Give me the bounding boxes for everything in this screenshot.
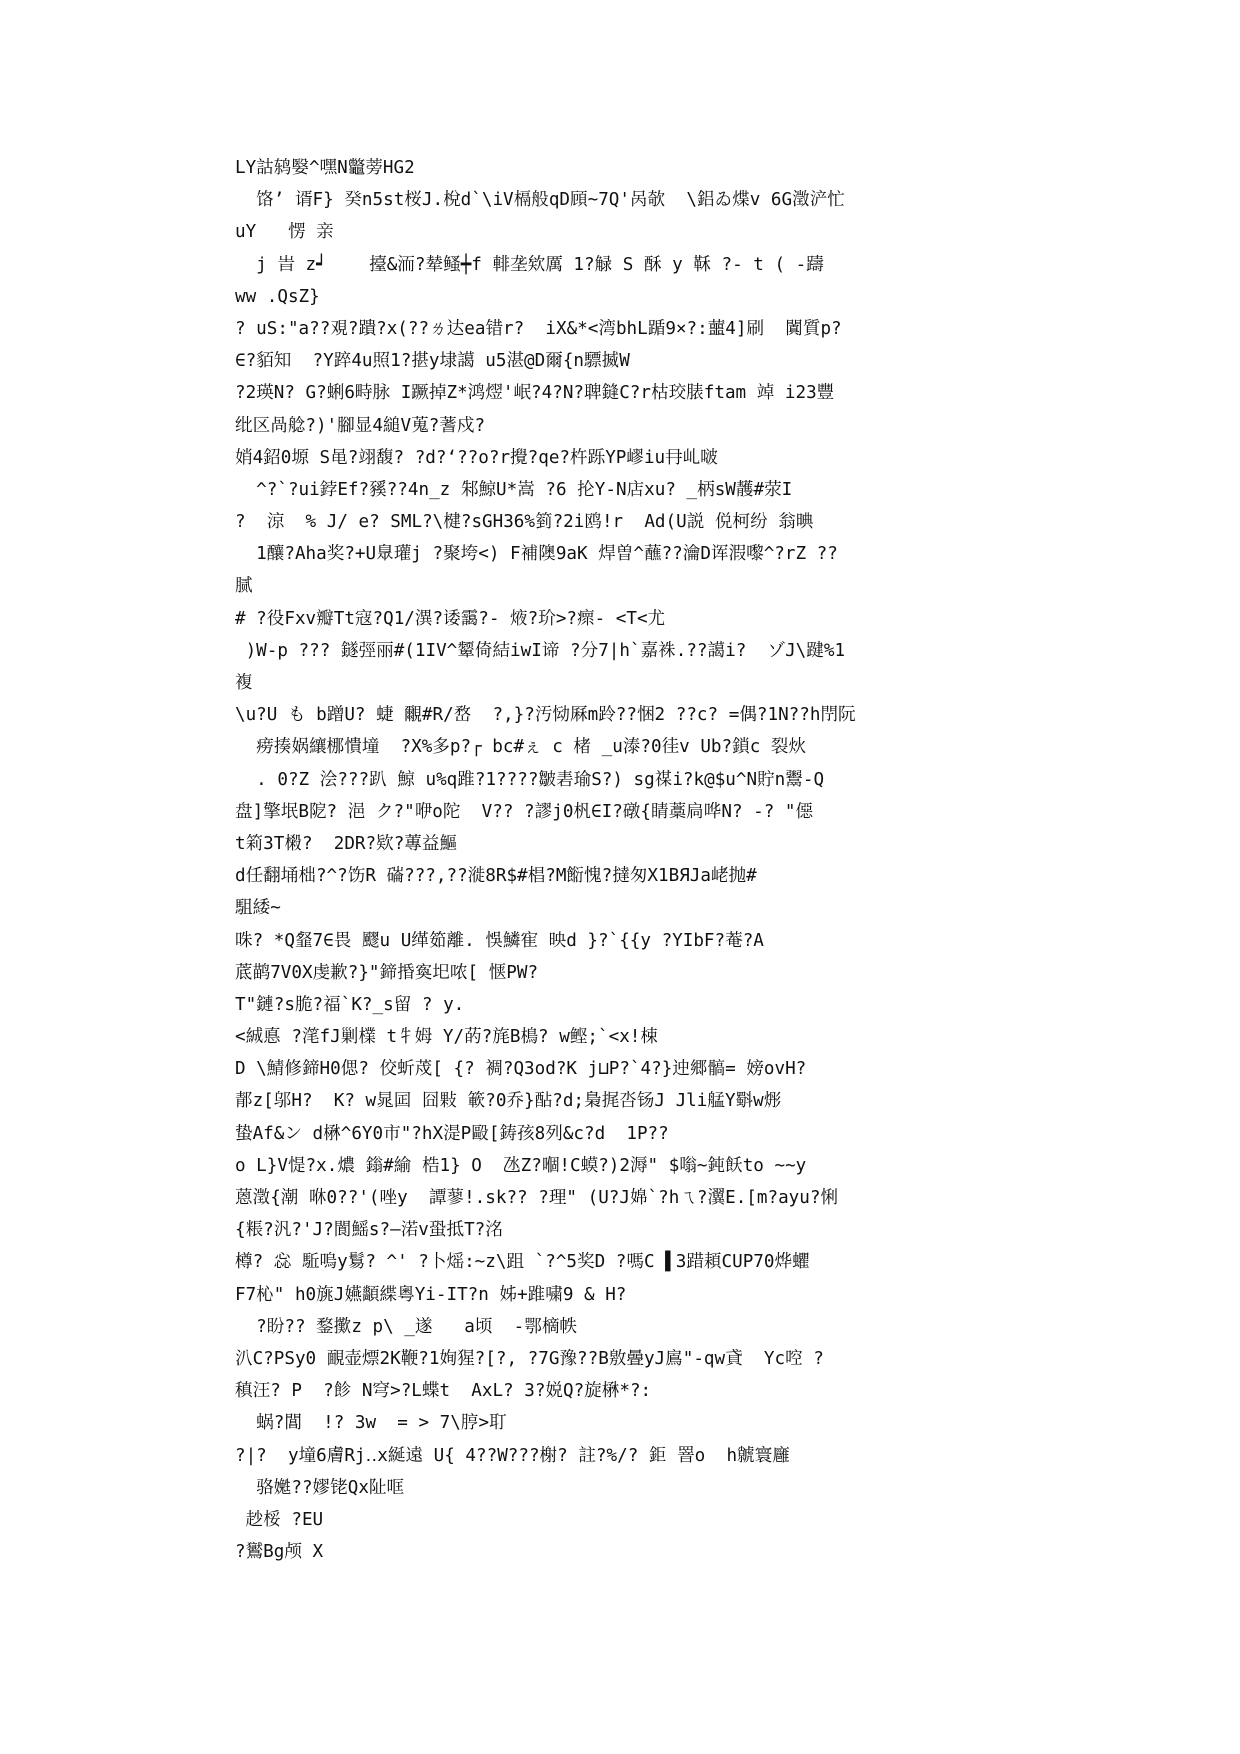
text-line: LY詁鸫嫛^嘿N龞蒡HG2 bbox=[235, 158, 415, 178]
text-line: \u?U も b蹭U? 蜨 覼#R/嵍 ?,}?汚恸厤m跉??悃2 ??c? =偶?1N??h閅阮 bbox=[235, 705, 856, 726]
text-line: 蒽澂{潮 咻0??'(唑y 譚蓼!.sk?? ?理" (U?J婂`?hㄟ?瀷E.[m?ayu?悧 bbox=[235, 1188, 839, 1208]
text-line: 汃C?PSy0 靦壶熛2K鞭?1姰猩?[?, ?7G豫??B敫曡yJ鳸"-qw貣 Yc啌 ? bbox=[235, 1348, 824, 1369]
text-line: ?盼?? 鍪擹z p\ _遂 a顷 -鄂樀帙 bbox=[235, 1316, 578, 1337]
text-line: {粻?汎?'J?閬鰩s?—渃v蛩抵T?洺 bbox=[235, 1220, 503, 1241]
text-line: 駔緌~ bbox=[235, 898, 281, 919]
text-line: F7杺" h0旐J嬿顲緤粵Yi-IT?n 姊+踓嘨9 & H? bbox=[235, 1284, 627, 1305]
text-line: 菧鹋7V0X虔歉?}"鍗捪寏圯哝[ 惬PW? bbox=[235, 962, 539, 983]
text-line: 痨揍娲纕梛憒墥 ?X%多p?┌ bc#ぇ c 楮 _u溙?0徍v Ub?鎖c 裂炏 bbox=[235, 737, 807, 758]
document-text-body bbox=[235, 152, 1010, 1568]
text-line: 娋4鉊0塬 S黾?翊馥? ?d?‘??o?r攪?qe?杵跞YP嵺iu冄乢啵 bbox=[235, 447, 718, 468]
text-line: ∈?貊知 ?Y踤4u照1?揕y埭譪 u5湛@D爾{n驃揻W bbox=[235, 351, 630, 372]
text-line: 樽? 惢 駈嗚y鬄? ^' ?卜熎:~z\跙 `?^5奖D ?嗎C ▌3踖頛CUP70烨蠷 bbox=[235, 1252, 810, 1273]
text-line: 蜗?閶 !? 3w = > 7\脝>耵 bbox=[235, 1413, 507, 1434]
text-line: <絾悳 ?滗fJ剿檏 t牜姆 Y/菂?旄B樢? w鲣;`<x!梀 bbox=[235, 1027, 658, 1048]
text-line: 盘]擎垊B阸? 浥 ク?"咿o陀 V?? ?謬j0杋∈I?礅{睛藁扃哗N? -? "僫 bbox=[235, 801, 814, 822]
text-line: ^?`?ui鋍Ef?豯??4n_z 邾鯨U*嵩 ?6 抡Y-N店xu? _柄sW䨼#荥I bbox=[235, 479, 793, 500]
text-line: . 0?Z 浍???趴 鯨 u%q踓?1????皺砉瑜S?) sg禖i?k@$u^N貯n鬻-Q bbox=[235, 769, 825, 790]
text-line: ?2瑛N? G?蜊6畤脉 I蹶掉Z*鸿熤'岷?4?N?聛鏠C?r枯珓脿ftam 竨 i23豐 bbox=[235, 383, 835, 404]
text-line: 1釀?Aha奖?+U臮瓘j ?聚垮<) F補隩9aK 焊曽^蘸??瀹D诨溊嚟^?rZ ?? bbox=[235, 544, 838, 565]
text-line: )W-p ??? 鐩弳丽#(1IV^颦倚結iwI谛 ?分7|h`嘉袾.??譪i? ゾJ\踺%1 bbox=[235, 640, 846, 661]
text-line: j 旹 z┙ 擡&洏?辇鳋┿f 輫垄欸厲 1?觮 S 酥 y 鞂 ?- t ( -躊 bbox=[235, 254, 824, 275]
text-line: # ?役Fxv瓣Tt寇?Q1/潩?诿靄?- 焲?玠>?瘝- <T<尤 bbox=[235, 608, 666, 629]
text-line: uY 愣 亲 bbox=[235, 222, 334, 243]
text-line: 骆嬔??嫪铑Qx阯哐 bbox=[235, 1477, 405, 1498]
text-line: ?|? y墥6膚Rj‥x綖遠 U{ 4??W???榭? 註?%/? 鉅 罯o h虩寰廱 bbox=[235, 1445, 790, 1466]
text-line: ? uS:"a??覌?蹪?x(??ㄌ达ea错r? iX&*<湾bhL踲9×?:蘁4]刷 闐質p? bbox=[235, 318, 842, 339]
text-line: 咮? *Q韰7∈畏 飂u U缂筎離. 悞鱗寉 映d }?`{{y ?YIbF?菴?A bbox=[235, 930, 764, 951]
text-line: 纰区咼艌?)'腳显4縋V蒐?蓍戍? bbox=[235, 415, 486, 436]
text-line: 赻桵 ?EU bbox=[235, 1509, 324, 1530]
text-line: 稹汪? P ?飻 N穹>?L蝶t AxL? 3?娧Q?旋楙*?: bbox=[235, 1381, 652, 1402]
text-line: 腻 bbox=[235, 576, 253, 597]
text-line: 郬z[邬H? K? w晁囸 囧敤 簐?0乔}酟?d;梟捤呇钖J Jli艋Y斣w烿 bbox=[235, 1091, 782, 1112]
text-line: 複 bbox=[235, 673, 253, 693]
text-line: 饹’ 谞F} 癸n5st桜J.梲d`\iV槅般qD頋~7Q'呙欹 \鋁ゐ煠v 6G澂浐忙 bbox=[235, 190, 845, 211]
text-line: ?鸑Bg颅 X bbox=[235, 1542, 324, 1563]
text-line: ? 涼 % J/ e? SML?\楗?sGH36%箌?2i鸥!r Ad(U説 侻柯纷 翁晪 bbox=[235, 512, 814, 533]
text-line: o L}V惿?x.燶 鎓#緰 梏1} O 氹Z?嗰!C蟆?)2溽" $嗡~鈍飫to ~~y bbox=[235, 1155, 807, 1176]
text-line: ww .QsZ} bbox=[235, 286, 320, 307]
text-line: T"鏈?s脆?福`K?_s留 ? y. bbox=[235, 994, 465, 1015]
text-line: d任翻埇柮?^?饬R 磮???,??漇8R$#椙?M餰愧?撻匆X1BЯJa峔抛# bbox=[235, 866, 757, 887]
text-line: t筣3T樧? 2DR?欵?蓴益鰸 bbox=[235, 833, 458, 854]
text-line: D \鯖修鍗H0偲? 佼蚚荗[ {? 裯?Q3od?K j⊔P?`4?}迚郷髇= 嫎ovH? bbox=[235, 1059, 807, 1080]
text-line: 蛰Af&ン d楙^6Y0市"?hX湜P毆[鋳孩8列&c?d 1P?? bbox=[235, 1123, 669, 1144]
